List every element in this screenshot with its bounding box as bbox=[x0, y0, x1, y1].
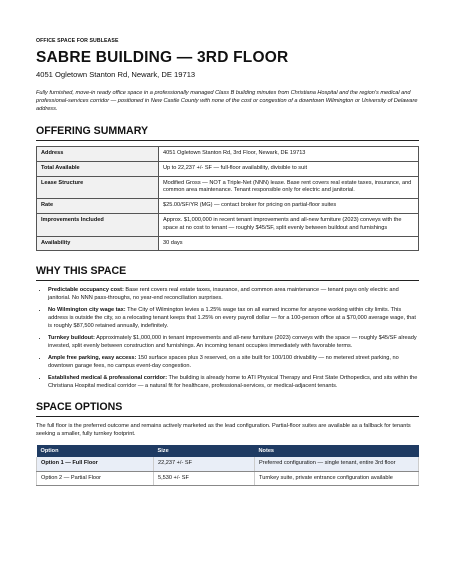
notes-cell: Preferred configuration — single tenant, entire 3rd floor bbox=[255, 457, 419, 471]
notes-cell: Turnkey suite, private entrance configuration available bbox=[255, 471, 419, 486]
why-this-space-heading: WHY THIS SPACE bbox=[36, 265, 419, 281]
row-value: $25.00/SF/YR (MG) — contact broker for pricing on partial-floor suites bbox=[159, 199, 419, 214]
item-lead: Turnkey buildout: bbox=[48, 334, 95, 341]
item-text: Approximately $1,000,000 in tenant improvements and all-new furniture (2023) conveys with the space — roughly $45/SF already invested, split evenly between construction and furnishings. An incoming tenant occupies immediately with favorable terms. bbox=[48, 334, 417, 349]
space-options-heading: SPACE OPTIONS bbox=[36, 401, 419, 417]
item-text: Base rent covers real estate taxes, insurance, and common area maintenance — tenant pays only electric and janitorial. No NNN pass-throughs, no year-end reconciliation surprises. bbox=[48, 287, 399, 302]
item-text: The City of Wilmington levies a 1.25% wage tax on all earned income for anyone working within city limits. This address is outside the city, so a relocating tenant keeps that 1.25% on every payroll dollar — for a 100-person office at a $70,000 average wage, that is roughly $87,500 retained annually, indefinitely. bbox=[48, 307, 416, 329]
list-item bbox=[48, 335, 419, 351]
size-cell: 22,237 +/- SF bbox=[154, 457, 255, 471]
list-item bbox=[48, 375, 419, 391]
table-row bbox=[37, 213, 419, 236]
space-options-intro: The full floor is the preferred outcome and remains actively marketed as the lead configuration. Partial-floor suites are available as a fallback for tenants seeking a smaller, fully turnkey footprint. bbox=[36, 423, 411, 438]
table-header-row bbox=[37, 445, 419, 457]
column-header-option: Option bbox=[37, 445, 154, 457]
table-row bbox=[37, 457, 419, 471]
row-value: 4051 Ogletown Stanton Rd, 3rd Floor, Newark, DE 19713 bbox=[159, 147, 419, 162]
row-value: Modified Gross — NOT a Triple-Net (NNN) lease. Base rent covers real estate taxes, insurance, and common area maintenance. Tenant responsible only for electric and janitorial. bbox=[159, 176, 419, 199]
row-value: Up to 22,237 +/- SF — full-floor availability, divisible to suit bbox=[159, 161, 419, 176]
option-cell: Option 1 — Full Floor bbox=[37, 457, 154, 471]
row-label: Lease Structure bbox=[37, 176, 159, 199]
list-item bbox=[48, 355, 419, 371]
item-text: 150 surface spaces plus 3 reserved, on a site built for 100/100 drivability — no metered street parking, no downtown garage fees, no campus event-day congestion. bbox=[48, 354, 399, 369]
row-label: Address bbox=[37, 147, 159, 162]
column-header-notes: Notes bbox=[255, 445, 419, 457]
page-title: SABRE BUILDING — 3RD FLOOR bbox=[36, 49, 289, 66]
list-item bbox=[48, 287, 419, 303]
list-item bbox=[48, 307, 419, 330]
offering-summary-table bbox=[36, 146, 419, 251]
column-header-size: Size bbox=[154, 445, 255, 457]
table-row bbox=[37, 147, 419, 162]
option-cell: Option 2 — Partial Floor bbox=[37, 471, 154, 486]
row-label: Improvements Included bbox=[37, 213, 159, 236]
item-lead: Ample free parking, easy access: bbox=[48, 354, 137, 361]
intro-paragraph: Fully furnished, move-in ready office space in a professionally managed Class B building minutes from Christiana Hospital and the region's medical and professional-services corridor — positioned in New Castle County with none of the cost or congestion of a downtown Wilmington or University of Delaware address. bbox=[36, 90, 418, 112]
row-label: Availability bbox=[37, 236, 159, 251]
table-row bbox=[37, 161, 419, 176]
table-row bbox=[37, 176, 419, 199]
row-label: Rate bbox=[37, 199, 159, 214]
kicker: OFFICE SPACE FOR SUBLEASE bbox=[36, 38, 119, 44]
space-options-table bbox=[36, 445, 419, 486]
row-label: Total Available bbox=[37, 161, 159, 176]
size-cell: 5,530 +/- SF bbox=[154, 471, 255, 486]
item-text: The building is already home to ATI Physical Therapy and First State Orthopedics, and sits within the Christiana Hospital medical corridor — a natural fit for healthcare, professional-services, or medical-adjacent tenants. bbox=[48, 374, 418, 389]
row-value: 30 days bbox=[159, 236, 419, 251]
item-lead: Established medical & professional corridor: bbox=[48, 374, 168, 381]
table-row bbox=[37, 471, 419, 486]
address-line: 4051 Ogletown Stanton Rd, Newark, DE 19713 bbox=[36, 70, 196, 79]
item-lead: No Wilmington city wage tax: bbox=[48, 307, 126, 314]
offering-summary-heading: OFFERING SUMMARY bbox=[36, 125, 419, 141]
row-value: Approx. $1,000,000 in recent tenant improvements and all-new furniture (2023) conveys with the space at no cost to tenant — roughly $45/SF, split evenly between buildout and furnishings bbox=[159, 213, 419, 236]
table-row bbox=[37, 199, 419, 214]
benefits-list bbox=[36, 287, 419, 390]
item-lead: Predictable occupancy cost: bbox=[48, 287, 124, 294]
table-row bbox=[37, 236, 419, 251]
